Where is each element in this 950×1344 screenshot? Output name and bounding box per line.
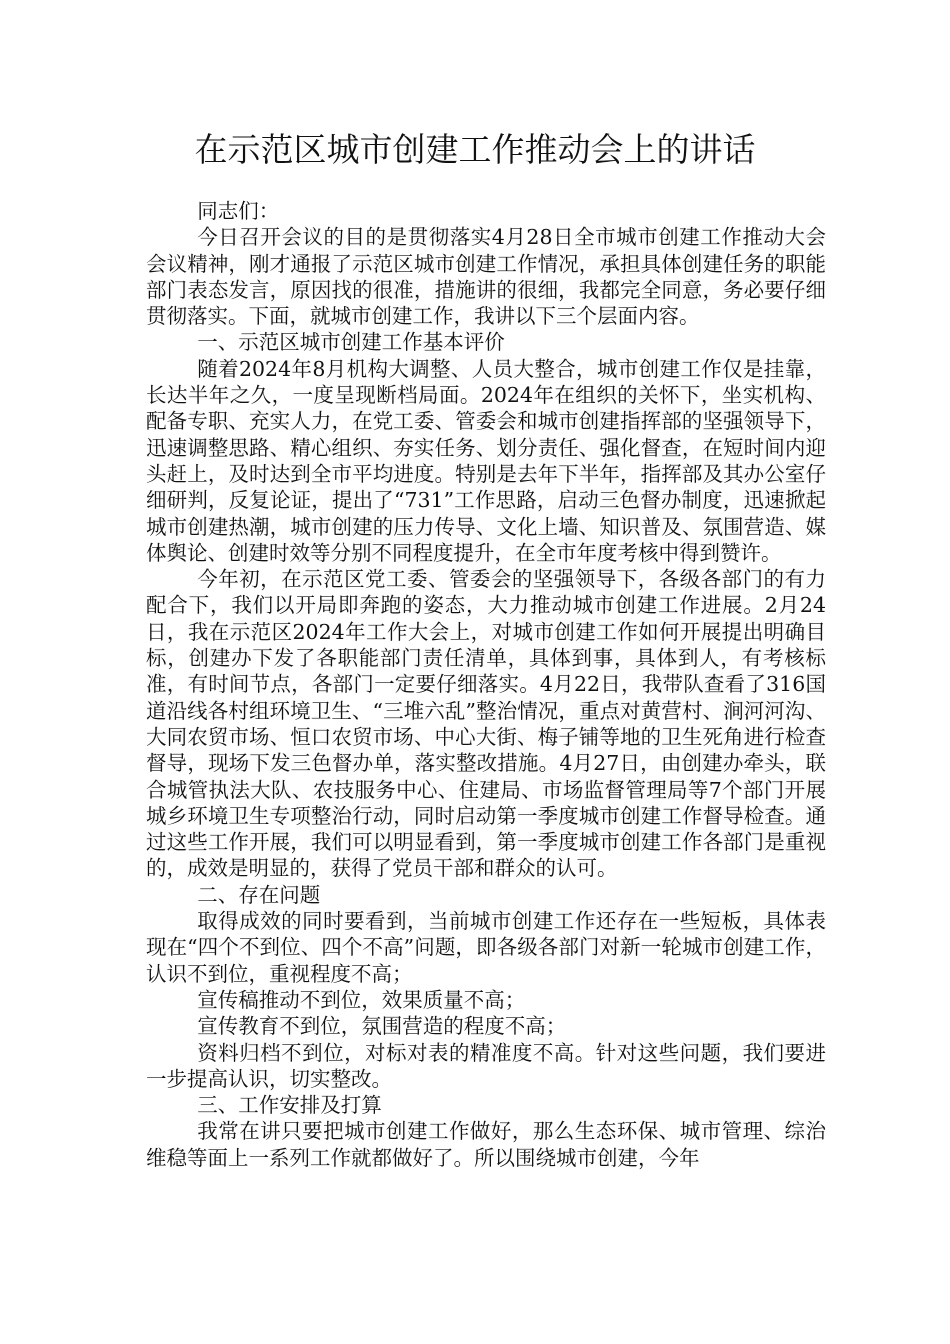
paragraph-plans: 我常在讲只要把城市创建工作做好，那么生态环保、城市管理、综治维稳等面上一系列工作就都做好了。所以围绕城市创建，今年 xyxy=(146,1119,826,1170)
section-heading-3: 三、工作安排及打算 xyxy=(197,1093,382,1118)
problem-item-education: 宣传教育不到位，氛围营造的程度不高； xyxy=(197,1014,567,1039)
problem-item-publicity-drafts: 宣传稿推动不到位，效果质量不高； xyxy=(197,987,526,1012)
section-heading-1: 一、示范区城市创建工作基本评价 xyxy=(197,330,505,355)
problem-item-archiving: 资料归档不到位，对标对表的精准度不高。针对这些问题，我们要进一步提高认识，切实整改。 xyxy=(146,1040,826,1091)
paragraph-intro: 今日召开会议的目的是贯彻落实4月28日全市城市创建工作推动大会会议精神，刚才通报了示范区城市创建工作情况，承担具体创建任务的职能部门表态发言，原因找的很准，措施讲的很细，我都完全同意，务必要仔细贯彻落实。下面，就城市创建工作，我讲以下三个层面内容。 xyxy=(146,225,826,329)
paragraph-problems: 取得成效的同时要看到，当前城市创建工作还存在一些短板，具体表现在“四个不到位、四个不高”问题，即各级各部门对新一轮城市创建工作，认识不到位，重视程度不高； xyxy=(146,909,826,986)
salutation: 同志们： xyxy=(197,199,280,223)
document-title: 在示范区城市创建工作推动会上的讲话 xyxy=(194,130,756,169)
document-body xyxy=(146,198,826,1171)
paragraph-evaluation-1: 随着2024年8月机构大调整、人员大整合，城市创建工作仅是挂靠，长达半年之久，一度呈现断档局面。2024年在组织的关怀下，坐实机构、配备专职、充实人力，在党工委、管委会和城市创建指挥部的坚强领导下，迅速调整思路、精心组织、夯实任务、划分责任、强化督查，在短时间内迎头赶上，及时达到全市平均进度。特别是去年下半年，指挥部及其办公室仔细研判，反复论证，提出了“731”工作思路，启动三色督办制度，迅速掀起城市创建热潮，城市创建的压力传导、文化上墙、知识普及、氛围营造、媒体舆论、创建时效等分别不同程度提升，在全市年度考核中得到赞许。 xyxy=(146,356,826,565)
paragraph-evaluation-2: 今年初，在示范区党工委、管委会的坚强领导下，各级各部门的有力配合下，我们以开局即奔跑的姿态，大力推动城市创建工作进展。2月24日，我在示范区2024年工作大会上，对城市创建工作如何开展提出明确目标，创建办下发了各职能部门责任清单，具体到事，具体到人，有考核标准，有时间节点，各部门一定要仔细落实。4月22日，我带队查看了316国道沿线各村组环境卫生、“三堆六乱”整治情况，重点对黄营村、涧河河沟、大同农贸市场、恒口农贸市场、中心大街、梅子铺等地的卫生死角进行检查督导，现场下发三色督办单，落实整改措施。4月27日，由创建办牵头，联合城管执法大队、农技服务中心、住建局、市场监督管理局等7个部门开展城乡环境卫生专项整治行动，同时启动第一季度城市创建工作督导检查。通过这些工作开展，我们可以明显看到，第一季度城市创建工作各部门是重视的，成效是明显的，获得了党员干部和群众的认可。 xyxy=(146,567,826,881)
section-heading-2: 二、存在问题 xyxy=(197,882,321,907)
